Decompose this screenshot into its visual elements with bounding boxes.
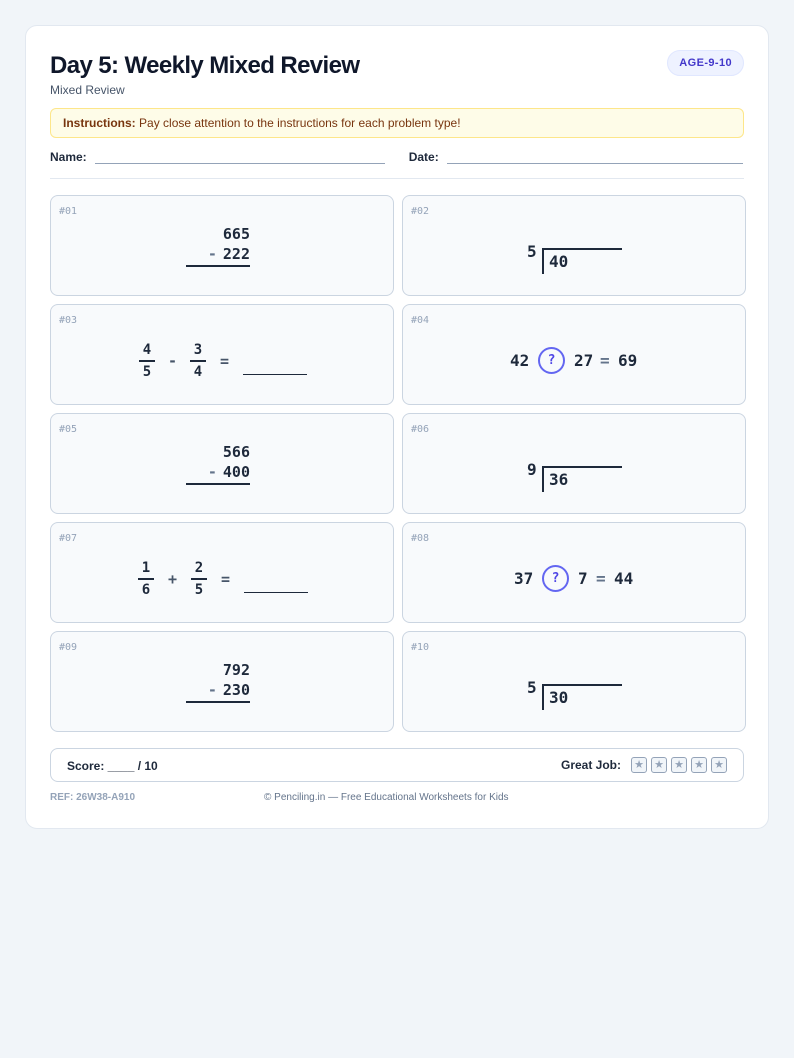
name-date-row [50,150,744,166]
copyright-text: © Penciling.in — Free Educational Worksheets for Kids [264,792,509,803]
dividend: 30 [549,688,569,707]
problem-grid [50,195,744,732]
result: 44 [614,569,634,588]
vertical-subtraction [186,660,250,703]
problem-number: #07 [59,533,78,544]
name-field[interactable] [95,150,385,164]
missing-operator-equation [403,565,745,593]
numerator: 2 [194,560,204,576]
fraction-bar [190,360,206,362]
problem-number: #02 [411,206,430,217]
problem-card [50,631,394,732]
denominator: 5 [194,582,204,598]
answer-bar [186,265,250,267]
problem-card [50,304,394,405]
vertical-subtraction [186,442,250,485]
problem-card [50,522,394,623]
dividend: 40 [549,252,569,271]
subtrahend: 222 [222,245,250,263]
problem-card [402,631,746,732]
instructions-box [50,108,744,138]
dividend: 36 [549,470,569,489]
right-operand: 7 [578,569,588,588]
minuend: 566 [222,443,250,461]
fraction-bar [191,578,207,580]
worksheet-header [50,50,744,98]
answer-bar [186,701,250,703]
fraction-equation [51,342,393,382]
score-label: Score: ____ / 10 [67,759,158,773]
fraction-b [191,560,207,599]
page-subtitle: Mixed Review [50,83,125,97]
left-operand: 37 [514,569,534,588]
operator: + [168,570,178,588]
subtrahend: 230 [222,681,250,699]
score-bar [50,748,744,782]
star-icon[interactable]: ★ [711,757,727,773]
denominator: 5 [142,364,152,380]
date-label: Date: [408,150,439,164]
operator: - [207,245,217,263]
instructions-text: Pay close attention to the instructions for each problem type! [139,116,461,130]
star-icon[interactable]: ★ [651,757,667,773]
problem-card [50,195,394,296]
problem-number: #05 [59,424,78,435]
numerator: 1 [141,560,151,576]
equals-sign: = [600,351,610,370]
division-bracket [542,684,622,710]
great-job-label: Great Job: [560,758,621,772]
operator-blank[interactable]: ? [538,347,565,374]
problem-number: #01 [59,206,78,217]
minuend: 665 [222,225,250,243]
operator-blank[interactable]: ? [542,565,569,592]
problem-number: #06 [411,424,430,435]
subtrahend: 400 [222,463,250,481]
problem-card [50,413,394,514]
vertical-subtraction [186,224,250,267]
problem-card [402,195,746,296]
worksheet [25,25,769,829]
operator: - [207,681,217,699]
date-field[interactable] [447,150,743,164]
problem-card [402,522,746,623]
footer [50,792,744,806]
result: 69 [618,351,638,370]
equals-sign: = [596,569,606,588]
reference-code: REF: 26W38-A910 [50,792,136,803]
problem-card [402,413,746,514]
name-label: Name: [50,150,87,164]
left-operand: 42 [510,351,530,370]
fraction-a [138,560,154,599]
divisor: 9 [527,460,537,479]
answer-bar [186,483,250,485]
problem-number: #08 [411,533,430,544]
fraction-bar [139,360,155,362]
right-operand: 27 [574,351,594,370]
equals-sign: = [220,352,230,370]
problem-number: #10 [411,642,430,653]
problem-card [402,304,746,405]
numerator: 4 [142,342,152,358]
answer-line[interactable] [244,592,308,593]
header-divider [50,178,744,179]
problem-number: #09 [59,642,78,653]
star-icon[interactable]: ★ [671,757,687,773]
operator: - [207,463,217,481]
equals-sign: = [221,570,231,588]
operator: - [168,352,178,370]
minuend: 792 [222,661,250,679]
fraction-equation [51,560,393,600]
age-badge: AGE-9-10 [667,50,744,76]
answer-line[interactable] [243,374,307,375]
divisor: 5 [527,678,537,697]
page-title: Day 5: Weekly Mixed Review [50,52,360,79]
divisor: 5 [527,242,537,261]
star-icon[interactable]: ★ [631,757,647,773]
problem-number: #04 [411,315,430,326]
fraction-b [190,342,206,381]
missing-operator-equation [403,347,745,375]
fraction-bar [138,578,154,580]
great-job-rating [561,757,727,773]
division-bracket [542,248,622,274]
denominator: 4 [193,364,203,380]
numerator: 3 [193,342,203,358]
instructions-label: Instructions: [63,116,136,130]
star-icon[interactable]: ★ [691,757,707,773]
problem-number: #03 [59,315,78,326]
fraction-a [139,342,155,381]
division-bracket [542,466,622,492]
denominator: 6 [141,582,151,598]
